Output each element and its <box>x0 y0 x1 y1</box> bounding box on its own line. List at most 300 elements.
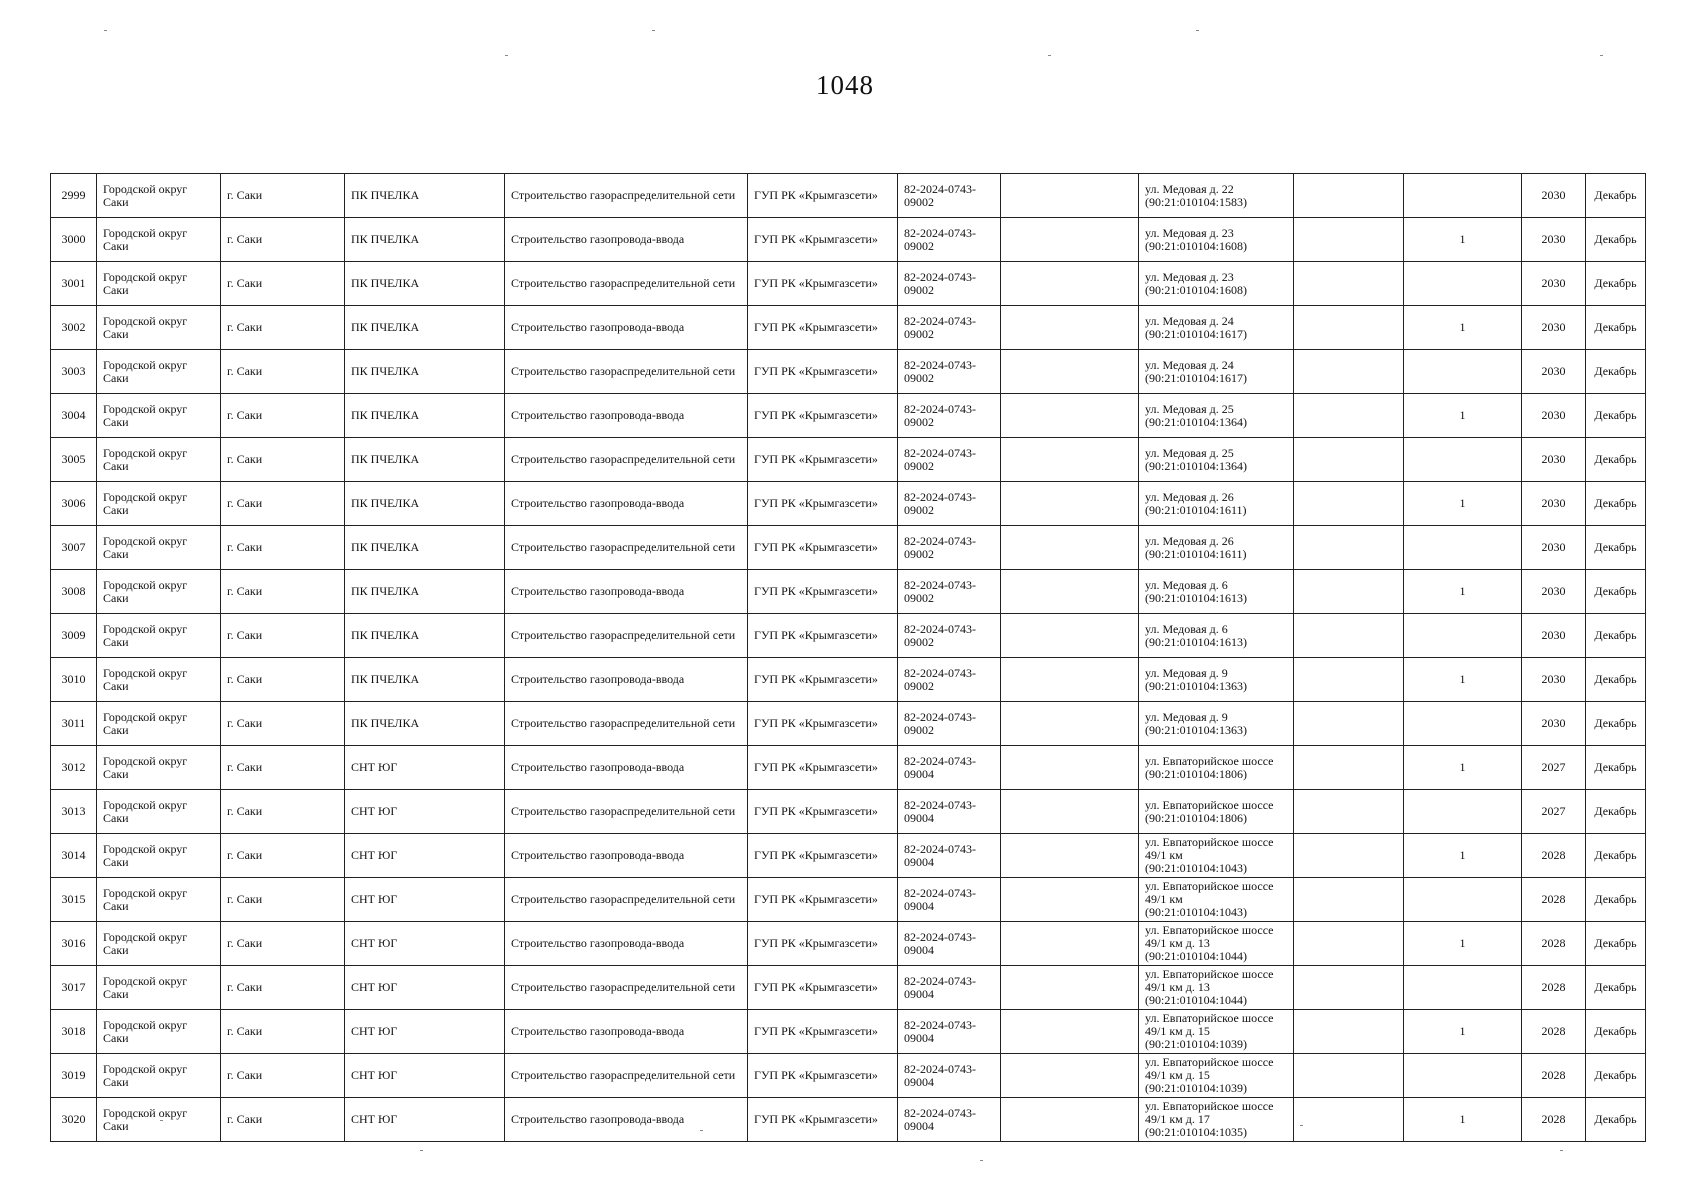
executor-cell: ГУП РК «Крымгазсети» <box>748 570 898 614</box>
locality-cell: г. Саки <box>221 834 345 878</box>
empty-cell <box>1001 174 1139 218</box>
organization-cell: ПК ПЧЕЛКА <box>345 350 505 394</box>
quantity-cell: 1 <box>1404 834 1522 878</box>
year-cell: 2027 <box>1522 746 1586 790</box>
row-number: 3009 <box>51 614 97 658</box>
work-type-cell: Строительство газопровода-ввода <box>505 306 748 350</box>
address-cell: ул. Медовая д. 23 (90:21:010104:1608) <box>1139 218 1294 262</box>
year-cell: 2030 <box>1522 306 1586 350</box>
address-cell: ул. Медовая д. 26 (90:21:010104:1611) <box>1139 526 1294 570</box>
empty-cell <box>1294 834 1404 878</box>
table-row <box>51 966 1646 1010</box>
year-cell: 2030 <box>1522 262 1586 306</box>
table-row <box>51 438 1646 482</box>
row-number: 3016 <box>51 922 97 966</box>
district-cell: Городской округ Саки <box>97 394 221 438</box>
work-type-cell: Строительство газопровода-ввода <box>505 834 748 878</box>
table-row <box>51 1098 1646 1142</box>
empty-cell <box>1001 482 1139 526</box>
executor-cell: ГУП РК «Крымгазсети» <box>748 174 898 218</box>
year-cell: 2030 <box>1522 394 1586 438</box>
year-cell: 2027 <box>1522 790 1586 834</box>
empty-cell <box>1001 526 1139 570</box>
executor-cell: ГУП РК «Крымгазсети» <box>748 1098 898 1142</box>
organization-cell: ПК ПЧЕЛКА <box>345 702 505 746</box>
organization-cell: ПК ПЧЕЛКА <box>345 394 505 438</box>
district-cell: Городской округ Саки <box>97 482 221 526</box>
address-cell: ул. Евпаторийское шоссе (90:21:010104:1806) <box>1139 790 1294 834</box>
empty-cell <box>1294 350 1404 394</box>
empty-cell <box>1001 570 1139 614</box>
row-number: 3004 <box>51 394 97 438</box>
district-cell: Городской округ Саки <box>97 1010 221 1054</box>
month-cell: Декабрь <box>1586 482 1646 526</box>
district-cell: Городской округ Саки <box>97 746 221 790</box>
quantity-cell: 1 <box>1404 394 1522 438</box>
empty-cell <box>1294 394 1404 438</box>
row-number: 3003 <box>51 350 97 394</box>
district-cell: Городской округ Саки <box>97 218 221 262</box>
table-row <box>51 614 1646 658</box>
empty-cell <box>1294 1098 1404 1142</box>
address-cell: ул. Евпаторийское шоссе 49/1 км д. 15 (90:21:010104:1039) <box>1139 1054 1294 1098</box>
table-row <box>51 262 1646 306</box>
organization-cell: ПК ПЧЕЛКА <box>345 306 505 350</box>
empty-cell <box>1001 790 1139 834</box>
district-cell: Городской округ Саки <box>97 614 221 658</box>
executor-cell: ГУП РК «Крымгазсети» <box>748 966 898 1010</box>
executor-cell: ГУП РК «Крымгазсети» <box>748 526 898 570</box>
program-code-cell: 82-2024-0743-09004 <box>898 966 1001 1010</box>
year-cell: 2030 <box>1522 526 1586 570</box>
locality-cell: г. Саки <box>221 790 345 834</box>
month-cell: Декабрь <box>1586 394 1646 438</box>
month-cell: Декабрь <box>1586 174 1646 218</box>
district-cell: Городской округ Саки <box>97 262 221 306</box>
executor-cell: ГУП РК «Крымгазсети» <box>748 482 898 526</box>
district-cell: Городской округ Саки <box>97 438 221 482</box>
quantity-cell: 1 <box>1404 1098 1522 1142</box>
organization-cell: СНТ ЮГ <box>345 1098 505 1142</box>
year-cell: 2030 <box>1522 570 1586 614</box>
empty-cell <box>1294 218 1404 262</box>
empty-cell <box>1294 262 1404 306</box>
program-code-cell: 82-2024-0743-09002 <box>898 262 1001 306</box>
work-type-cell: Строительство газопровода-ввода <box>505 394 748 438</box>
locality-cell: г. Саки <box>221 1054 345 1098</box>
address-cell: ул. Медовая д. 25 (90:21:010104:1364) <box>1139 438 1294 482</box>
executor-cell: ГУП РК «Крымгазсети» <box>748 218 898 262</box>
empty-cell <box>1294 482 1404 526</box>
work-type-cell: Строительство газораспределительной сети <box>505 438 748 482</box>
empty-cell <box>1294 174 1404 218</box>
address-cell: ул. Евпаторийское шоссе 49/1 км (90:21:010104:1043) <box>1139 878 1294 922</box>
table-row <box>51 218 1646 262</box>
row-number: 3007 <box>51 526 97 570</box>
program-code-cell: 82-2024-0743-09002 <box>898 658 1001 702</box>
executor-cell: ГУП РК «Крымгазсети» <box>748 658 898 702</box>
program-code-cell: 82-2024-0743-09002 <box>898 526 1001 570</box>
address-cell: ул. Евпаторийское шоссе 49/1 км д. 13 (90:21:010104:1044) <box>1139 966 1294 1010</box>
organization-cell: СНТ ЮГ <box>345 966 505 1010</box>
district-cell: Городской округ Саки <box>97 878 221 922</box>
table-row <box>51 834 1646 878</box>
month-cell: Декабрь <box>1586 1010 1646 1054</box>
month-cell: Декабрь <box>1586 1054 1646 1098</box>
year-cell: 2028 <box>1522 1098 1586 1142</box>
row-number: 3008 <box>51 570 97 614</box>
table-row <box>51 306 1646 350</box>
executor-cell: ГУП РК «Крымгазсети» <box>748 262 898 306</box>
empty-cell <box>1001 922 1139 966</box>
month-cell: Декабрь <box>1586 262 1646 306</box>
program-code-cell: 82-2024-0743-09004 <box>898 834 1001 878</box>
row-number: 3012 <box>51 746 97 790</box>
register-table <box>50 173 1646 1142</box>
organization-cell: ПК ПЧЕЛКА <box>345 218 505 262</box>
row-number: 3006 <box>51 482 97 526</box>
address-cell: ул. Евпаторийское шоссе (90:21:010104:1806) <box>1139 746 1294 790</box>
year-cell: 2030 <box>1522 218 1586 262</box>
year-cell: 2030 <box>1522 438 1586 482</box>
year-cell: 2030 <box>1522 614 1586 658</box>
executor-cell: ГУП РК «Крымгазсети» <box>748 394 898 438</box>
locality-cell: г. Саки <box>221 1010 345 1054</box>
work-type-cell: Строительство газопровода-ввода <box>505 922 748 966</box>
program-code-cell: 82-2024-0743-09002 <box>898 218 1001 262</box>
program-code-cell: 82-2024-0743-09004 <box>898 1098 1001 1142</box>
organization-cell: ПК ПЧЕЛКА <box>345 438 505 482</box>
organization-cell: ПК ПЧЕЛКА <box>345 570 505 614</box>
quantity-cell: 1 <box>1404 658 1522 702</box>
year-cell: 2030 <box>1522 702 1586 746</box>
district-cell: Городской округ Саки <box>97 966 221 1010</box>
row-number: 2999 <box>51 174 97 218</box>
work-type-cell: Строительство газопровода-ввода <box>505 658 748 702</box>
month-cell: Декабрь <box>1586 218 1646 262</box>
year-cell: 2030 <box>1522 482 1586 526</box>
quantity-cell: 1 <box>1404 482 1522 526</box>
district-cell: Городской округ Саки <box>97 922 221 966</box>
month-cell: Декабрь <box>1586 878 1646 922</box>
table-row <box>51 878 1646 922</box>
program-code-cell: 82-2024-0743-09004 <box>898 922 1001 966</box>
quantity-cell <box>1404 614 1522 658</box>
work-type-cell: Строительство газопровода-ввода <box>505 570 748 614</box>
executor-cell: ГУП РК «Крымгазсети» <box>748 922 898 966</box>
year-cell: 2028 <box>1522 878 1586 922</box>
work-type-cell: Строительство газораспределительной сети <box>505 174 748 218</box>
address-cell: ул. Евпаторийское шоссе 49/1 км (90:21:010104:1043) <box>1139 834 1294 878</box>
empty-cell <box>1001 306 1139 350</box>
organization-cell: СНТ ЮГ <box>345 1010 505 1054</box>
table-row <box>51 658 1646 702</box>
work-type-cell: Строительство газопровода-ввода <box>505 218 748 262</box>
locality-cell: г. Саки <box>221 438 345 482</box>
table-row <box>51 1054 1646 1098</box>
executor-cell: ГУП РК «Крымгазсети» <box>748 746 898 790</box>
table-row <box>51 1010 1646 1054</box>
month-cell: Декабрь <box>1586 746 1646 790</box>
locality-cell: г. Саки <box>221 350 345 394</box>
year-cell: 2030 <box>1522 174 1586 218</box>
month-cell: Декабрь <box>1586 438 1646 482</box>
empty-cell <box>1294 526 1404 570</box>
work-type-cell: Строительство газораспределительной сети <box>505 526 748 570</box>
month-cell: Декабрь <box>1586 570 1646 614</box>
work-type-cell: Строительство газопровода-ввода <box>505 482 748 526</box>
district-cell: Городской округ Саки <box>97 350 221 394</box>
empty-cell <box>1001 702 1139 746</box>
work-type-cell: Строительство газораспределительной сети <box>505 878 748 922</box>
work-type-cell: Строительство газораспределительной сети <box>505 614 748 658</box>
quantity-cell <box>1404 702 1522 746</box>
address-cell: ул. Евпаторийское шоссе 49/1 км д. 15 (90:21:010104:1039) <box>1139 1010 1294 1054</box>
district-cell: Городской округ Саки <box>97 306 221 350</box>
table-row <box>51 482 1646 526</box>
address-cell: ул. Медовая д. 9 (90:21:010104:1363) <box>1139 702 1294 746</box>
district-cell: Городской округ Саки <box>97 658 221 702</box>
month-cell: Декабрь <box>1586 790 1646 834</box>
quantity-cell: 1 <box>1404 570 1522 614</box>
district-cell: Городской округ Саки <box>97 526 221 570</box>
empty-cell <box>1001 658 1139 702</box>
locality-cell: г. Саки <box>221 702 345 746</box>
table-row <box>51 790 1646 834</box>
address-cell: ул. Медовая д. 6 (90:21:010104:1613) <box>1139 614 1294 658</box>
empty-cell <box>1294 658 1404 702</box>
row-number: 3010 <box>51 658 97 702</box>
executor-cell: ГУП РК «Крымгазсети» <box>748 438 898 482</box>
address-cell: ул. Медовая д. 6 (90:21:010104:1613) <box>1139 570 1294 614</box>
month-cell: Декабрь <box>1586 922 1646 966</box>
program-code-cell: 82-2024-0743-09002 <box>898 174 1001 218</box>
program-code-cell: 82-2024-0743-09002 <box>898 702 1001 746</box>
locality-cell: г. Саки <box>221 394 345 438</box>
organization-cell: СНТ ЮГ <box>345 746 505 790</box>
program-code-cell: 82-2024-0743-09002 <box>898 570 1001 614</box>
month-cell: Декабрь <box>1586 966 1646 1010</box>
quantity-cell <box>1404 174 1522 218</box>
work-type-cell: Строительство газораспределительной сети <box>505 702 748 746</box>
quantity-cell <box>1404 262 1522 306</box>
table-row <box>51 394 1646 438</box>
organization-cell: ПК ПЧЕЛКА <box>345 526 505 570</box>
work-type-cell: Строительство газораспределительной сети <box>505 790 748 834</box>
empty-cell <box>1294 790 1404 834</box>
organization-cell: СНТ ЮГ <box>345 922 505 966</box>
quantity-cell <box>1404 878 1522 922</box>
program-code-cell: 82-2024-0743-09004 <box>898 878 1001 922</box>
month-cell: Декабрь <box>1586 614 1646 658</box>
month-cell: Декабрь <box>1586 658 1646 702</box>
organization-cell: ПК ПЧЕЛКА <box>345 614 505 658</box>
empty-cell <box>1001 1054 1139 1098</box>
organization-cell: СНТ ЮГ <box>345 1054 505 1098</box>
district-cell: Городской округ Саки <box>97 834 221 878</box>
row-number: 3019 <box>51 1054 97 1098</box>
table-row <box>51 174 1646 218</box>
executor-cell: ГУП РК «Крымгазсети» <box>748 306 898 350</box>
work-type-cell: Строительство газопровода-ввода <box>505 1010 748 1054</box>
program-code-cell: 82-2024-0743-09002 <box>898 350 1001 394</box>
organization-cell: СНТ ЮГ <box>345 790 505 834</box>
year-cell: 2028 <box>1522 922 1586 966</box>
executor-cell: ГУП РК «Крымгазсети» <box>748 1010 898 1054</box>
row-number: 3020 <box>51 1098 97 1142</box>
locality-cell: г. Саки <box>221 746 345 790</box>
page-number: 1048 <box>816 70 874 100</box>
organization-cell: ПК ПЧЕЛКА <box>345 482 505 526</box>
quantity-cell <box>1404 1054 1522 1098</box>
month-cell: Декабрь <box>1586 834 1646 878</box>
month-cell: Декабрь <box>1586 526 1646 570</box>
month-cell: Декабрь <box>1586 350 1646 394</box>
row-number: 3018 <box>51 1010 97 1054</box>
address-cell: ул. Медовая д. 25 (90:21:010104:1364) <box>1139 394 1294 438</box>
empty-cell <box>1294 438 1404 482</box>
empty-cell <box>1294 702 1404 746</box>
register-body <box>51 174 1646 1142</box>
executor-cell: ГУП РК «Крымгазсети» <box>748 1054 898 1098</box>
empty-cell <box>1001 438 1139 482</box>
locality-cell: г. Саки <box>221 878 345 922</box>
quantity-cell <box>1404 526 1522 570</box>
executor-cell: ГУП РК «Крымгазсети» <box>748 878 898 922</box>
district-cell: Городской округ Саки <box>97 790 221 834</box>
work-type-cell: Строительство газораспределительной сети <box>505 966 748 1010</box>
row-number: 3001 <box>51 262 97 306</box>
program-code-cell: 82-2024-0743-09002 <box>898 614 1001 658</box>
locality-cell: г. Саки <box>221 482 345 526</box>
program-code-cell: 82-2024-0743-09002 <box>898 482 1001 526</box>
empty-cell <box>1001 394 1139 438</box>
locality-cell: г. Саки <box>221 262 345 306</box>
locality-cell: г. Саки <box>221 658 345 702</box>
work-type-cell: Строительство газораспределительной сети <box>505 262 748 306</box>
program-code-cell: 82-2024-0743-09004 <box>898 790 1001 834</box>
locality-cell: г. Саки <box>221 526 345 570</box>
empty-cell <box>1001 834 1139 878</box>
year-cell: 2028 <box>1522 1010 1586 1054</box>
locality-cell: г. Саки <box>221 218 345 262</box>
organization-cell: СНТ ЮГ <box>345 834 505 878</box>
district-cell: Городской округ Саки <box>97 702 221 746</box>
table-row <box>51 526 1646 570</box>
work-type-cell: Строительство газораспределительной сети <box>505 1054 748 1098</box>
row-number: 3000 <box>51 218 97 262</box>
district-cell: Городской округ Саки <box>97 174 221 218</box>
locality-cell: г. Саки <box>221 306 345 350</box>
work-type-cell: Строительство газопровода-ввода <box>505 746 748 790</box>
empty-cell <box>1294 614 1404 658</box>
empty-cell <box>1001 1098 1139 1142</box>
quantity-cell: 1 <box>1404 218 1522 262</box>
year-cell: 2028 <box>1522 1054 1586 1098</box>
row-number: 3002 <box>51 306 97 350</box>
locality-cell: г. Саки <box>221 174 345 218</box>
empty-cell <box>1294 306 1404 350</box>
organization-cell: СНТ ЮГ <box>345 878 505 922</box>
table-row <box>51 702 1646 746</box>
year-cell: 2030 <box>1522 658 1586 702</box>
quantity-cell: 1 <box>1404 306 1522 350</box>
district-cell: Городской округ Саки <box>97 570 221 614</box>
empty-cell <box>1001 746 1139 790</box>
row-number: 3015 <box>51 878 97 922</box>
empty-cell <box>1294 922 1404 966</box>
program-code-cell: 82-2024-0743-09002 <box>898 438 1001 482</box>
program-code-cell: 82-2024-0743-09004 <box>898 1054 1001 1098</box>
address-cell: ул. Медовая д. 24 (90:21:010104:1617) <box>1139 306 1294 350</box>
locality-cell: г. Саки <box>221 570 345 614</box>
quantity-cell: 1 <box>1404 922 1522 966</box>
row-number: 3013 <box>51 790 97 834</box>
year-cell: 2030 <box>1522 350 1586 394</box>
empty-cell <box>1294 570 1404 614</box>
quantity-cell <box>1404 790 1522 834</box>
row-number: 3017 <box>51 966 97 1010</box>
table-row <box>51 350 1646 394</box>
empty-cell <box>1001 878 1139 922</box>
empty-cell <box>1001 1010 1139 1054</box>
empty-cell <box>1001 218 1139 262</box>
locality-cell: г. Саки <box>221 614 345 658</box>
work-type-cell: Строительство газопровода-ввода <box>505 1098 748 1142</box>
address-cell: ул. Медовая д. 24 (90:21:010104:1617) <box>1139 350 1294 394</box>
program-code-cell: 82-2024-0743-09004 <box>898 746 1001 790</box>
district-cell: Городской округ Саки <box>97 1054 221 1098</box>
address-cell: ул. Медовая д. 23 (90:21:010104:1608) <box>1139 262 1294 306</box>
locality-cell: г. Саки <box>221 922 345 966</box>
organization-cell: ПК ПЧЕЛКА <box>345 658 505 702</box>
address-cell: ул. Евпаторийское шоссе 49/1 км д. 13 (90:21:010104:1044) <box>1139 922 1294 966</box>
quantity-cell: 1 <box>1404 746 1522 790</box>
month-cell: Декабрь <box>1586 1098 1646 1142</box>
empty-cell <box>1001 614 1139 658</box>
empty-cell <box>1001 966 1139 1010</box>
quantity-cell: 1 <box>1404 1010 1522 1054</box>
quantity-cell <box>1404 966 1522 1010</box>
program-code-cell: 82-2024-0743-09002 <box>898 306 1001 350</box>
organization-cell: ПК ПЧЕЛКА <box>345 174 505 218</box>
empty-cell <box>1294 966 1404 1010</box>
empty-cell <box>1001 262 1139 306</box>
executor-cell: ГУП РК «Крымгазсети» <box>748 614 898 658</box>
locality-cell: г. Саки <box>221 966 345 1010</box>
year-cell: 2028 <box>1522 834 1586 878</box>
locality-cell: г. Саки <box>221 1098 345 1142</box>
executor-cell: ГУП РК «Крымгазсети» <box>748 702 898 746</box>
empty-cell <box>1294 1054 1404 1098</box>
address-cell: ул. Медовая д. 22 (90:21:010104:1583) <box>1139 174 1294 218</box>
empty-cell <box>1001 350 1139 394</box>
executor-cell: ГУП РК «Крымгазсети» <box>748 790 898 834</box>
empty-cell <box>1294 746 1404 790</box>
program-code-cell: 82-2024-0743-09002 <box>898 394 1001 438</box>
row-number: 3011 <box>51 702 97 746</box>
quantity-cell <box>1404 350 1522 394</box>
table-row <box>51 570 1646 614</box>
empty-cell <box>1294 878 1404 922</box>
row-number: 3005 <box>51 438 97 482</box>
district-cell: Городской округ Саки <box>97 1098 221 1142</box>
address-cell: ул. Медовая д. 9 (90:21:010104:1363) <box>1139 658 1294 702</box>
empty-cell <box>1294 1010 1404 1054</box>
address-cell: ул. Медовая д. 26 (90:21:010104:1611) <box>1139 482 1294 526</box>
address-cell: ул. Евпаторийское шоссе 49/1 км д. 17 (90:21:010104:1035) <box>1139 1098 1294 1142</box>
program-code-cell: 82-2024-0743-09004 <box>898 1010 1001 1054</box>
